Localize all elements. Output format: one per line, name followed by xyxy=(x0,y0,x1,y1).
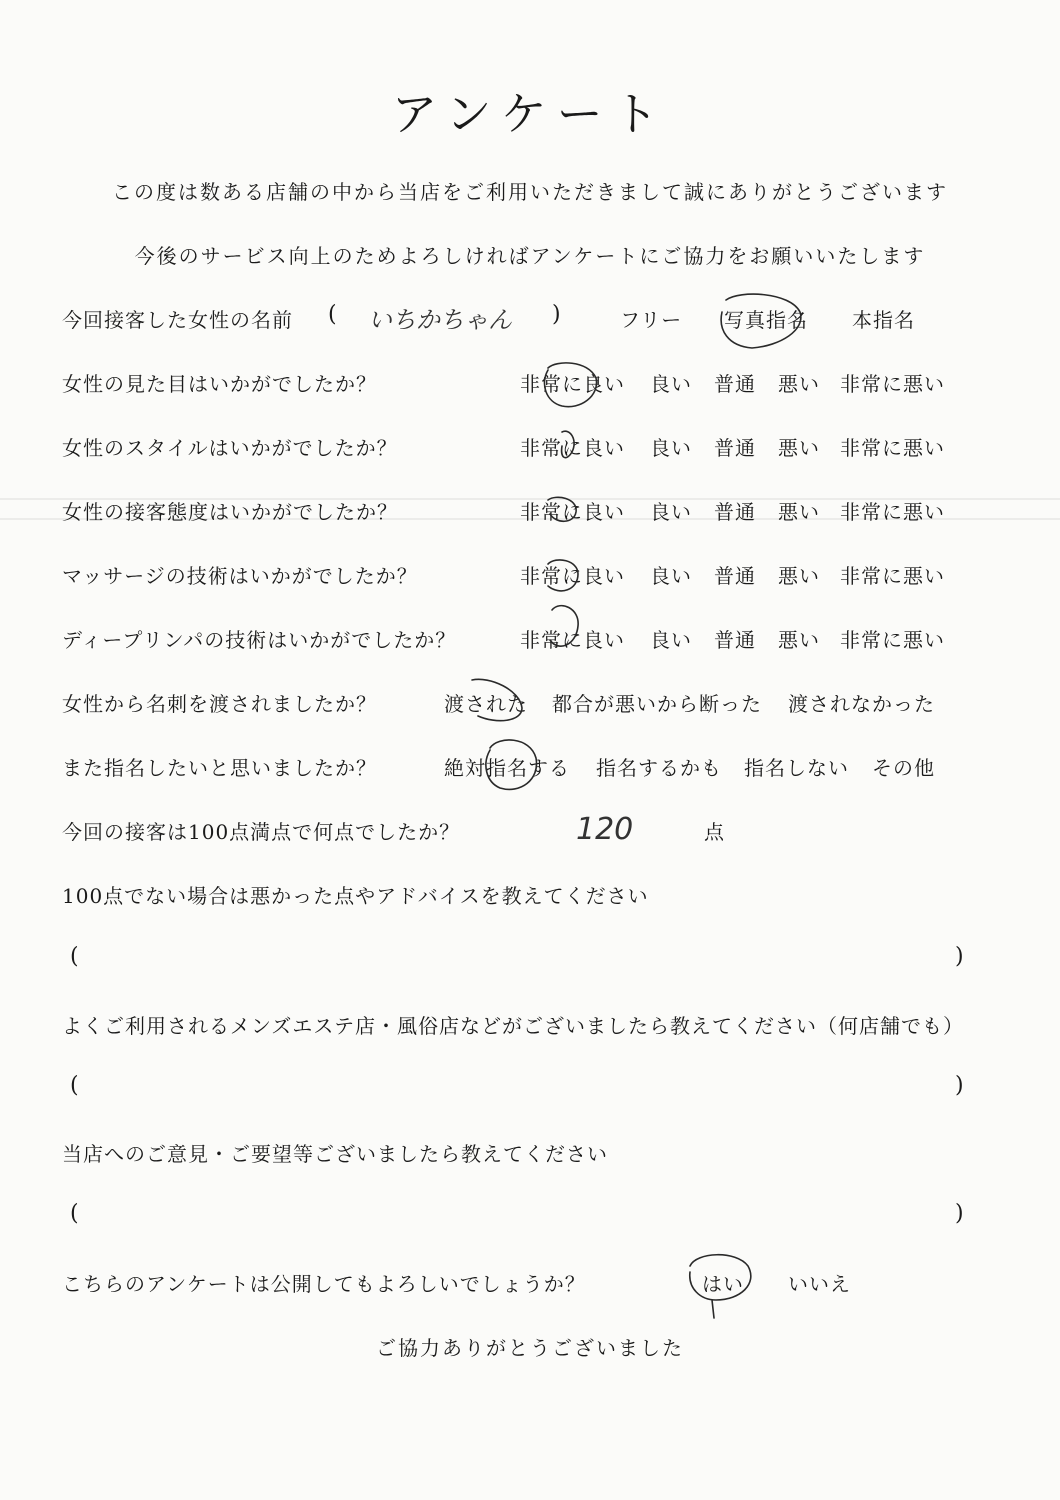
rating-very-good[interactable]: 非常に良い xyxy=(520,436,625,460)
option-card-not-received[interactable]: 渡されなかった xyxy=(788,692,935,716)
publish-question: こちらのアンケートは公開してもよろしいでしょうか？ xyxy=(62,1272,586,1296)
rating-bad[interactable]: 悪い xyxy=(778,436,820,460)
rating-very-bad[interactable]: 非常に悪い xyxy=(840,372,945,396)
score-question: 今回の接客は100点満点で何点でしたか？ xyxy=(62,820,461,844)
rating-question-looks: 女性の見た目はいかがでしたか？ xyxy=(62,372,377,396)
rating-good[interactable]: 良い xyxy=(650,436,692,460)
rating-very-bad[interactable]: 非常に悪い xyxy=(840,564,945,588)
rating-question-attitude: 女性の接客態度はいかがでしたか？ xyxy=(62,500,398,524)
rating-very-good[interactable]: 非常に良い xyxy=(520,500,625,524)
option-card-declined[interactable]: 都合が悪いから断った xyxy=(552,692,762,716)
rating-good[interactable]: 良い xyxy=(650,564,692,588)
rating-very-bad[interactable]: 非常に悪い xyxy=(840,436,945,460)
option-publish-no[interactable]: いいえ xyxy=(788,1272,851,1296)
rating-question-massage: マッサージの技術はいかがでしたか？ xyxy=(62,564,418,588)
rating-very-bad[interactable]: 非常に悪い xyxy=(840,628,945,652)
option-main-nomination[interactable]: 本指名 xyxy=(852,308,915,332)
rating-bad[interactable]: 悪い xyxy=(778,500,820,524)
rating-bad[interactable]: 悪い xyxy=(778,628,820,652)
rating-very-good[interactable]: 非常に良い xyxy=(520,372,625,396)
rating-average[interactable]: 普通 xyxy=(714,372,756,396)
option-photo-nomination[interactable]: 写真指名 xyxy=(724,308,808,332)
option-free[interactable]: フリー xyxy=(620,308,683,332)
option-maybe-nominate[interactable]: 指名するかも xyxy=(596,756,722,780)
rating-good[interactable]: 良い xyxy=(650,628,692,652)
intro-line-2: 今後のサービス向上のためよろしければアンケートにご協力をお願いいたします xyxy=(134,244,926,268)
score-unit: 点 xyxy=(704,820,725,844)
requests-close-paren: ) xyxy=(955,1201,964,1226)
page-title: アンケート xyxy=(391,87,669,141)
close-paren: ) xyxy=(552,302,561,327)
option-definitely-nominate[interactable]: 絶対指名する xyxy=(444,756,570,780)
rating-question-deep-lymph: ディープリンパの技術はいかがでしたか？ xyxy=(62,628,457,652)
rating-bad[interactable]: 悪い xyxy=(778,564,820,588)
rating-average[interactable]: 普通 xyxy=(714,628,756,652)
option-other[interactable]: その他 xyxy=(872,756,935,780)
option-publish-yes[interactable]: はい xyxy=(702,1272,744,1296)
requests-question: 当店へのご意見・ご要望等ございましたら教えてください xyxy=(62,1142,608,1166)
rating-average[interactable]: 普通 xyxy=(714,500,756,524)
repeat-question: また指名したいと思いましたか？ xyxy=(62,756,377,780)
advice-close-paren: ) xyxy=(955,944,964,969)
shops-close-paren: ) xyxy=(955,1073,964,1098)
business-card-question: 女性から名刺を渡されましたか？ xyxy=(62,692,377,716)
intro-line-1: この度は数ある店舗の中から当店をご利用いただきまして誠にありがとうございます xyxy=(112,180,948,204)
rating-good[interactable]: 良い xyxy=(650,500,692,524)
rating-good[interactable]: 良い xyxy=(650,372,692,396)
staff-name-question: 今回接客した女性の名前 xyxy=(62,308,293,332)
closing-thanks: ご協力ありがとうございました xyxy=(376,1336,684,1360)
rating-bad[interactable]: 悪い xyxy=(778,372,820,396)
rating-very-good[interactable]: 非常に良い xyxy=(520,628,625,652)
option-card-received[interactable]: 渡された xyxy=(444,692,528,716)
rating-very-bad[interactable]: 非常に悪い xyxy=(840,500,945,524)
requests-open-paren: ( xyxy=(70,1201,79,1226)
option-not-nominate[interactable]: 指名しない xyxy=(744,756,849,780)
open-paren: ( xyxy=(328,302,337,327)
rating-average[interactable]: 普通 xyxy=(714,564,756,588)
rating-very-good[interactable]: 非常に良い xyxy=(520,564,625,588)
handwritten-staff-name: いちかちゃん xyxy=(368,306,512,334)
rating-average[interactable]: 普通 xyxy=(714,436,756,460)
advice-question: 100点でない場合は悪かった点やアドバイスを教えてください xyxy=(62,884,649,908)
handwritten-score: 120 xyxy=(576,812,634,847)
frequent-shops-question: よくご利用されるメンズエステ店・風俗店などがございましたら教えてください（何店舗でも） xyxy=(62,1014,964,1038)
advice-open-paren: ( xyxy=(70,944,79,969)
shops-open-paren: ( xyxy=(70,1073,79,1098)
rating-question-style: 女性のスタイルはいかがでしたか？ xyxy=(62,436,398,460)
